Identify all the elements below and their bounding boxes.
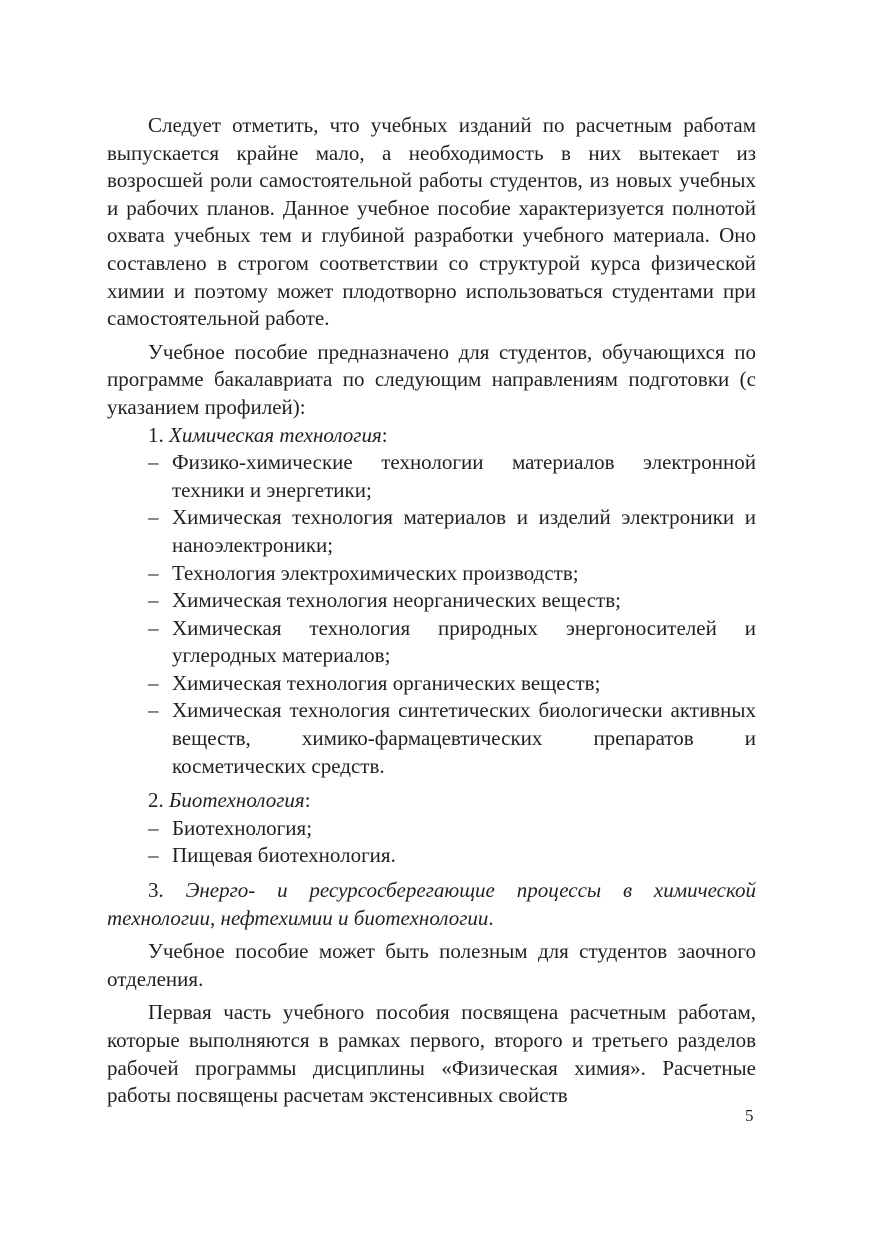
profile-item: – Химическая технология органических веществ; bbox=[148, 670, 601, 695]
direction-title-3: Энерго- и ресурсосберегающие процессы в химической технологии, нефтехимии и биотехнологии bbox=[107, 878, 757, 930]
direction-title-2: Биотехнология bbox=[169, 788, 305, 813]
profile-item: – Физико-химические технологии материалов электронной техники и энергетики; bbox=[148, 450, 756, 502]
direction-heading-1: 1. Химическая технология: bbox=[148, 422, 388, 447]
profile-item: – Химическая технология материалов и изделий электроники и наноэлектроники; bbox=[148, 505, 756, 557]
page-number: 5 bbox=[745, 1106, 754, 1125]
profile-item: – Химическая технология синтетических биологически активных веществ, химико-фармацевтических препаратов и косметических средств. bbox=[148, 698, 756, 778]
page-body bbox=[107, 112, 756, 1110]
direction-heading-3: 3. Энерго- и ресурсосберегающие процессы в химической технологии, нефтехимии и биотехнологии. bbox=[107, 878, 757, 930]
profile-item: – Биотехнология; bbox=[148, 815, 313, 840]
profile-item: – Химическая технология природных энергоносителей и углеродных материалов; bbox=[148, 615, 756, 668]
profile-item: – Пищевая биотехнология. bbox=[148, 843, 396, 868]
direction-heading-2: 2. Биотехнология: bbox=[148, 788, 311, 813]
paragraph-correspondence: Учебное пособие может быть полезным для студентов заочного отделения. bbox=[107, 939, 756, 991]
profile-item: – Химическая технология неорганических веществ; bbox=[148, 588, 621, 613]
direction-title-1: Химическая технология bbox=[169, 422, 382, 447]
paragraph-part-one: Первая часть учебного пособия посвящена расчетным работам, которые выполняются в рамках первого, второго и третьего разделов рабочей программы дисциплины «Физическая химия». Расчетные работы посвящены расчетам экстенсивных свойств bbox=[107, 1000, 756, 1108]
paragraph-audience: Учебное пособие предназначено для студентов, обучающихся по программе бакалавриата по следующим направлениям подготовки (с указанием профилей): bbox=[107, 339, 756, 419]
profile-item: – Технология электрохимических производств; bbox=[148, 560, 579, 585]
paragraph-intro: Следует отметить, что учебных изданий по расчетным работам выпускается крайне мало, а необходимость в них вытекает из возросшей роли самостоятельной работы студентов, из новых учебных и рабочих планов. Данное учебное пособие характеризуется полнотой охвата учебных тем и глубиной разработки учебного материала. Оно составлено в строгом соответствии со структурой курса физической химии и поэтому может плодотворно использоваться студентами при самостоятельной работе. bbox=[107, 113, 756, 331]
